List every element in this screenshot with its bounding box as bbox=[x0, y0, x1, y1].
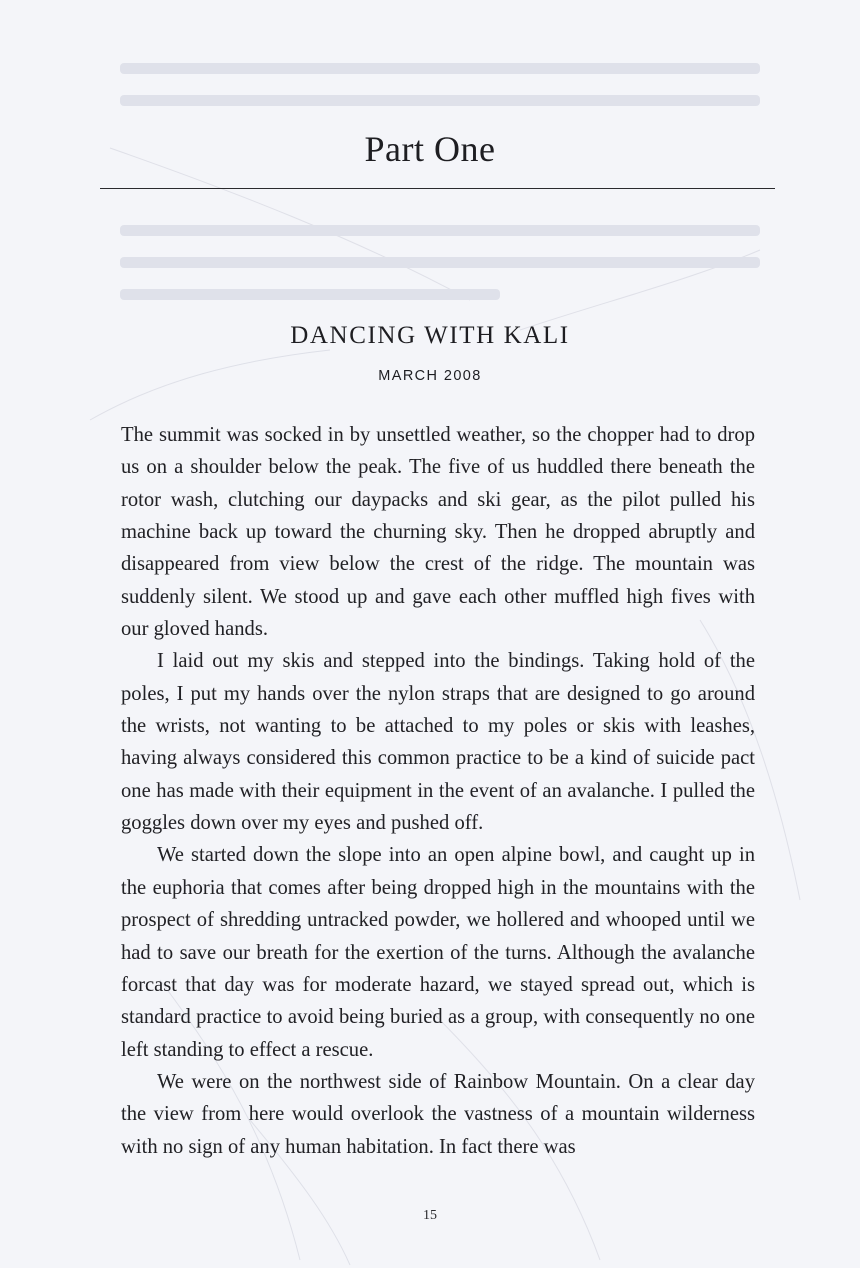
chapter-body bbox=[121, 419, 755, 1163]
paragraph-4: We were on the northwest side of Rainbow Mountain. On a clear day the view from here would overlook the vastness of a mountain wilderness with no sign of any human habitation. In fact there was bbox=[121, 1070, 755, 1158]
paragraph-1: The summit was socked in by unsettled weather, so the chopper had to drop us on a shoulder below the peak. The five of us huddled there beneath the rotor wash, clutching our daypacks and ski gear, as the pilot pulled his machine back up toward the churning sky. Then he dropped abruptly and disappeared from view below the crest of the ridge. The mountain was suddenly silent. We stood up and gave each other muffled high fives with our gloved hands. bbox=[121, 424, 755, 641]
chapter-date: MARCH 2008 bbox=[378, 368, 482, 384]
page-number: 15 bbox=[423, 1208, 437, 1223]
part-heading-rule bbox=[100, 188, 775, 189]
paragraph-3: We started down the slope into an open alpine bowl, and caught up in the euphoria that comes after being dropped high in the mountains with the prospect of shredding untracked powder, we hollered and whooped until we had to save our breath for the exertion of the turns. Although the avalanche forcast that day was for moderate hazard, we stayed spread out, which is standard practice to avoid being buried as a group, with consequently no one left standing to effect a rescue. bbox=[121, 844, 755, 1061]
part-heading: Part One bbox=[364, 129, 496, 169]
paragraph-2: I laid out my skis and stepped into the bindings. Taking hold of the poles, I put my hands over the nylon straps that are designed to go around the wrists, not wanting to be attached to my poles or skis with leashes, having always considered this common practice to be a kind of suicide pact one has made with their equipment in the event of an avalanche. I pulled the goggles down over my eyes and pushed off. bbox=[121, 650, 755, 835]
chapter-title: DANCING WITH KALI bbox=[290, 322, 570, 349]
